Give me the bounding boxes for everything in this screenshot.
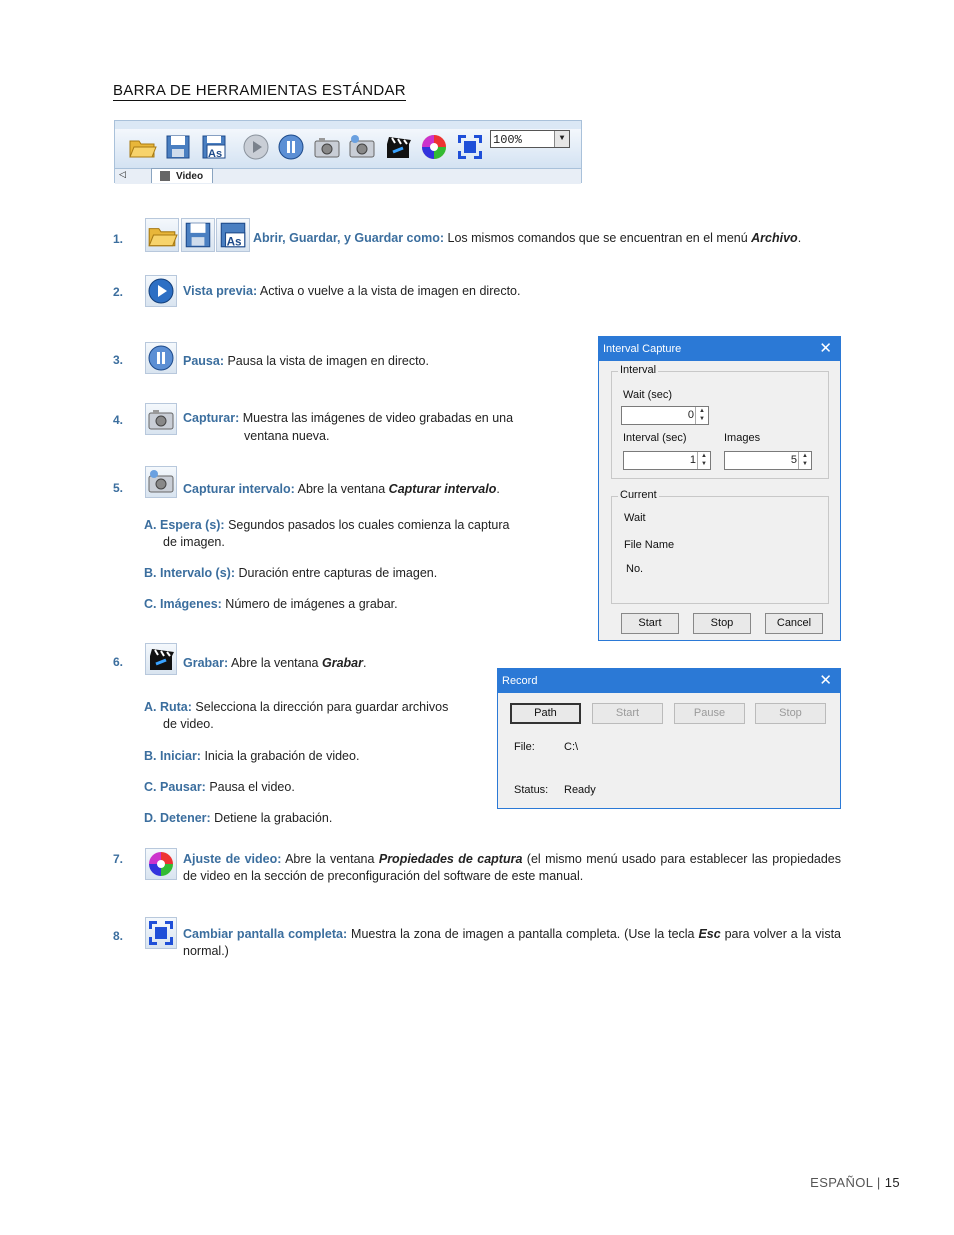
capture-interval-icon (145, 466, 177, 498)
save-as-icon (216, 218, 250, 252)
sub5-a: A. Espera (s): Segundos pasados los cuales comienza la captura (144, 518, 510, 532)
record-clapper-icon (145, 643, 177, 675)
save-icon (181, 218, 215, 252)
sub5-a-cont: de imagen. (163, 535, 225, 549)
current-wait-label: Wait (624, 512, 646, 524)
video-settings-color-icon (145, 848, 177, 880)
capture-interval-icon[interactable] (347, 132, 377, 162)
page-footer: ESPAÑOL | 15 (810, 1175, 900, 1190)
item-7-text: Ajuste de video: Abre la ventana Propiedades de captura (el mismo menú usado para establecer las propiedades de video en la sección de preconfiguración del software de este manual. (183, 852, 841, 883)
item-number: 3. (113, 353, 124, 367)
item-4-text: Capturar: Muestra las imágenes de video grabadas en una (183, 411, 514, 425)
section-heading: BARRA DE HERRAMIENTAS ESTÁNDAR (113, 82, 406, 99)
sub6-d: D. Detener: Detiene la grabación. (144, 811, 333, 825)
pause-icon (145, 342, 177, 374)
path-button[interactable]: Path (510, 703, 581, 724)
capture-camera-icon[interactable] (312, 132, 342, 162)
cancel-button[interactable]: Cancel (765, 613, 823, 634)
start-button[interactable]: Start (592, 703, 663, 724)
dialog-title-bar: Interval Capture ✕ (599, 337, 840, 361)
item-8-text: Cambiar pantalla completa: Muestra la zona de imagen a pantalla completa. (Use la tecla Esc para volver a la vista normal.) (183, 927, 841, 958)
tab-bar (115, 168, 581, 184)
dialog-title-bar: Record ✕ (498, 669, 840, 693)
interval-capture-dialog (598, 336, 841, 641)
interval-group: Interval (611, 371, 829, 479)
save-as-icon[interactable] (199, 132, 229, 162)
item-1-text: Abrir, Guardar, y Guardar como: Los mismos comandos que se encuentran en el menú Archivo. (253, 231, 802, 245)
page-number: 15 (884, 1175, 900, 1190)
zoom-select[interactable]: 100% ▼ (490, 130, 570, 148)
open-folder-icon[interactable] (127, 132, 157, 162)
wait-label: Wait (sec) (623, 389, 673, 401)
item-number: 5. (113, 481, 124, 495)
pause-button[interactable]: Pause (674, 703, 745, 724)
item-number: 4. (113, 413, 124, 427)
chevron-down-icon[interactable]: ▼ (554, 131, 569, 147)
item-number: 6. (113, 655, 124, 669)
svg-text:As: As (226, 235, 242, 249)
sub5-c: C. Imágenes: Número de imágenes a grabar. (144, 597, 398, 611)
file-label: File: (514, 741, 535, 753)
save-icon[interactable] (163, 132, 193, 162)
close-icon[interactable]: ✕ (819, 340, 832, 357)
preview-play-icon (145, 275, 177, 307)
status-value: Ready (564, 784, 596, 796)
stop-button[interactable]: Stop (693, 613, 751, 634)
item-2-text: Vista previa: Activa o vuelve a la vista de imagen en directo. (183, 284, 521, 298)
pause-icon[interactable] (276, 132, 306, 162)
sub6-b: B. Iniciar: Inicia la grabación de video. (144, 749, 360, 763)
item-number: 7. (113, 852, 124, 866)
spin-arrows-icon[interactable]: ▲ ▼ (697, 452, 710, 469)
spin-arrows-icon[interactable]: ▲ ▼ (798, 452, 811, 469)
sub6-a-cont: de video. (163, 717, 214, 731)
record-clapper-icon[interactable] (383, 132, 413, 162)
start-button[interactable]: Start (621, 613, 679, 634)
capture-camera-icon (145, 403, 177, 435)
item-5-text: Capturar intervalo: Abre la ventana Capturar intervalo. (183, 482, 500, 496)
images-label: Images (724, 432, 761, 444)
item-4-text-cont: ventana nueva. (244, 429, 330, 443)
close-icon[interactable]: ✕ (819, 672, 832, 689)
item-6-text: Grabar: Abre la ventana Grabar. (183, 656, 367, 670)
item-number: 8. (113, 929, 124, 943)
tab-scroll-left-icon[interactable]: ◁ (119, 169, 126, 179)
stop-button[interactable]: Stop (755, 703, 826, 724)
current-group: Current (611, 496, 829, 604)
current-no-label: No. (626, 563, 644, 575)
sub5-b: B. Intervalo (s): Duración entre capturas de imagen. (144, 566, 438, 580)
open-folder-icon (145, 218, 179, 252)
interval-spinner[interactable]: 1 ▲ ▼ (623, 451, 711, 470)
spin-arrows-icon[interactable]: ▲ ▼ (695, 407, 708, 424)
file-value: C:\ (564, 741, 579, 753)
status-label: Status: (514, 784, 549, 796)
item-3-text: Pausa: Pausa la vista de imagen en directo. (183, 354, 429, 368)
fullscreen-toggle-icon[interactable] (455, 132, 485, 162)
video-tab-icon (160, 171, 170, 181)
item-number: 1. (113, 232, 124, 246)
current-file-label: File Name (624, 539, 675, 551)
video-settings-color-icon[interactable] (419, 132, 449, 162)
interval-label: Interval (sec) (623, 432, 687, 444)
item-number: 2. (113, 285, 124, 299)
fullscreen-toggle-icon (145, 917, 177, 949)
svg-text:As: As (208, 148, 223, 160)
wait-spinner[interactable]: 0 ▲ ▼ (621, 406, 709, 425)
toolbar-screenshot (114, 120, 582, 183)
record-dialog (497, 668, 841, 809)
tab-video[interactable]: Video (151, 168, 213, 183)
sub6-c: C. Pausar: Pausa el video. (144, 780, 295, 794)
sub6-a: A. Ruta: Selecciona la dirección para guardar archivos (144, 700, 449, 714)
preview-play-icon[interactable] (241, 132, 271, 162)
images-spinner[interactable]: 5 ▲ ▼ (724, 451, 812, 470)
